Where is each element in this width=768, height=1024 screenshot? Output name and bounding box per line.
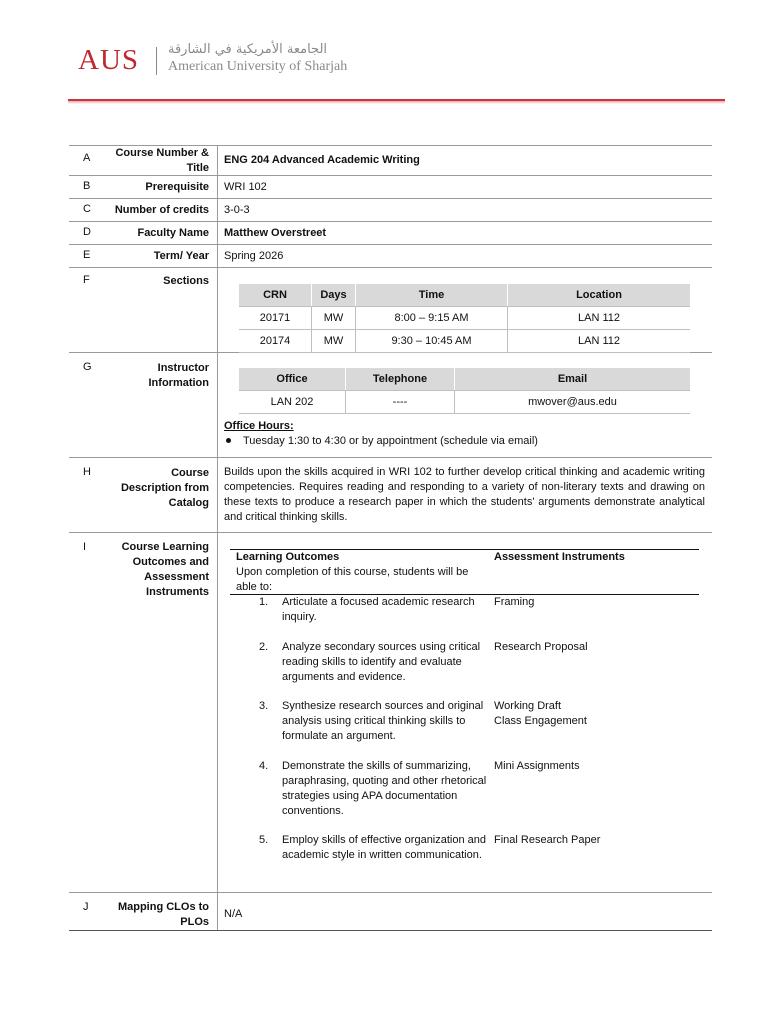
table-cell: 8:00 – 9:15 AM <box>356 307 508 330</box>
column-divider <box>217 533 218 892</box>
table-cell: 20174 <box>239 330 312 353</box>
office-hours-item <box>226 435 538 447</box>
row-label: Course Description from Catalog <box>120 467 209 509</box>
column-divider <box>217 146 218 175</box>
column-header: Email <box>455 368 691 391</box>
clo-assessment: Mini Assignments <box>494 760 580 772</box>
course-title: ENG 204 Advanced Academic Writing <box>224 154 420 166</box>
table-cell: LAN 112 <box>508 330 691 353</box>
column-divider <box>217 245 218 267</box>
telephone-value: ---- <box>346 391 455 414</box>
logo-acronym: AUS <box>78 44 140 76</box>
table-header-row <box>239 368 690 391</box>
learning-outcomes-header: Learning Outcomes <box>236 551 340 563</box>
clo-number: 3. <box>259 700 269 712</box>
column-header: Time <box>356 284 508 307</box>
header-red-rule-shadow <box>68 101 725 104</box>
table-cell: 20171 <box>239 307 312 330</box>
prerequisite-value: WRI 102 <box>224 181 267 193</box>
clo-assessment: Class Engagement <box>494 715 587 727</box>
term-year-value: Spring 2026 <box>224 250 284 262</box>
clo-intro: Upon completion of this course, students will be able to: <box>236 566 469 593</box>
logo-arabic-name: الجامعة الأمريكية في الشارقة <box>168 42 328 57</box>
row-label: Number of credits <box>114 204 209 216</box>
column-divider <box>217 458 218 532</box>
column-divider <box>217 176 218 198</box>
row-letter: C <box>83 203 91 215</box>
clo-assessment: Framing <box>494 596 535 608</box>
logo-english-name: American University of Sharjah <box>168 59 348 74</box>
clo-assessment: Working Draft <box>494 700 562 712</box>
credits-value: 3-0-3 <box>224 204 250 216</box>
clo-outcome: Analyze secondary sources using critical reading skills to identify and evaluate arguments and evidence. <box>282 641 481 683</box>
column-divider <box>217 199 218 221</box>
faculty-name-value: Matthew Overstreet <box>224 227 327 239</box>
row-faculty-name <box>69 222 712 245</box>
row-course-number <box>69 146 712 176</box>
row-label: Course Number & Title <box>115 147 209 174</box>
table-row <box>239 307 690 330</box>
office-hours-text: Tuesday 1:30 to 4:30 or by appointment (schedule via email) <box>243 435 538 447</box>
column-header: CRN <box>239 284 312 307</box>
assessment-instruments-header: Assessment Instruments <box>494 551 625 563</box>
office-value: LAN 202 <box>239 391 346 414</box>
row-label: Prerequisite <box>145 181 209 193</box>
column-divider <box>217 222 218 244</box>
row-label: Sections <box>163 275 209 287</box>
row-label: Mapping CLOs to PLOs <box>117 901 209 928</box>
row-letter: D <box>83 226 91 238</box>
row-label: Course Learning Outcomes and Assessment Instruments <box>121 541 209 598</box>
row-term-year <box>69 245 712 268</box>
table-cell: MW <box>312 330 356 353</box>
column-header: Telephone <box>346 368 455 391</box>
column-header: Location <box>508 284 691 307</box>
row-credits <box>69 199 712 222</box>
row-prerequisite <box>69 176 712 199</box>
instructor-table <box>239 368 690 414</box>
column-divider <box>217 893 218 930</box>
row-label: Term/ Year <box>153 250 209 262</box>
table-row <box>239 391 690 414</box>
table-bottom-rule <box>69 930 712 931</box>
column-header: Office <box>239 368 346 391</box>
column-divider <box>217 268 218 352</box>
clo-assessment: Final Research Paper <box>494 834 601 846</box>
sections-table <box>239 284 690 353</box>
email-value: mwover@aus.edu <box>455 391 691 414</box>
row-letter: G <box>83 361 92 373</box>
logo-divider <box>156 47 157 75</box>
clo-top-rule <box>230 549 699 550</box>
course-description-text: Builds upon the skills acquired in WRI 102 to further develop critical thinking and academic writing competencies. Requires reading and responding to a variety of non-literary texts and drawing on these texts to produce a research paper in which the students' arguments demonstrate analytical and critical thinking skills. <box>224 466 705 523</box>
row-mapping-clos <box>69 893 712 930</box>
clo-outcome: Synthesize research sources and original analysis using critical thinking skills to formulate an argument. <box>282 700 484 742</box>
table-header-row <box>239 284 690 307</box>
row-letter: A <box>83 152 91 164</box>
office-hours-title: Office Hours: <box>224 420 294 432</box>
row-letter: J <box>83 901 89 913</box>
table-row <box>239 330 690 353</box>
row-label: Faculty Name <box>137 227 209 239</box>
table-cell: LAN 112 <box>508 307 691 330</box>
bullet-icon <box>226 438 231 443</box>
column-divider <box>217 353 218 457</box>
row-label: Instructor Information <box>148 362 209 389</box>
clo-number: 1. <box>259 596 269 608</box>
clo-outcome: Articulate a focused academic research inquiry. <box>282 596 475 623</box>
row-letter: F <box>83 274 90 286</box>
mapping-value: N/A <box>224 908 243 920</box>
row-letter: I <box>83 541 87 553</box>
table-cell: 9:30 – 10:45 AM <box>356 330 508 353</box>
row-letter: E <box>83 249 91 261</box>
table-cell: MW <box>312 307 356 330</box>
row-letter: H <box>83 466 91 478</box>
clo-number: 5. <box>259 834 269 846</box>
clo-outcome: Employ skills of effective organization and academic style in written communication. <box>282 834 487 861</box>
clo-outcome: Demonstrate the skills of summarizing, paraphrasing, quoting and other rhetorical strategies using APA documentation conventions. <box>282 760 487 817</box>
clo-number: 4. <box>259 760 269 772</box>
column-header: Days <box>312 284 356 307</box>
clo-number: 2. <box>259 641 269 653</box>
clo-assessment: Research Proposal <box>494 641 588 653</box>
row-letter: B <box>83 180 91 192</box>
